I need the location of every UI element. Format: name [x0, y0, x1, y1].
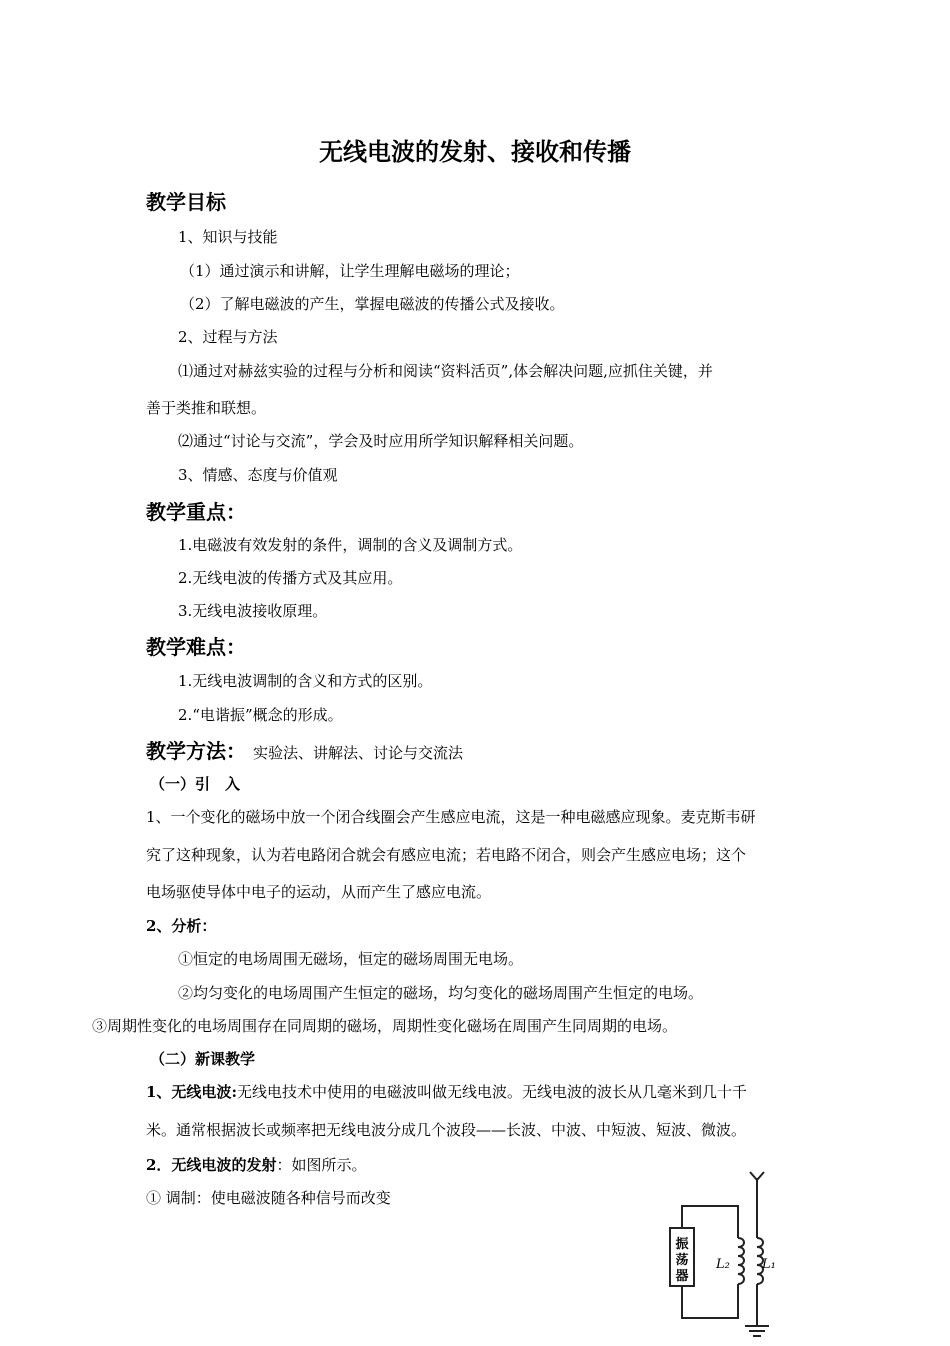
ground-icon [745, 1326, 769, 1336]
methods-heading: 教学方法： [146, 739, 246, 763]
antenna-icon [750, 1172, 764, 1198]
intro-heading: （一）引 入 [150, 775, 241, 793]
analysis-item-2: ②均匀变化的电场周围产生恒定的磁场，均匀变化的磁场周围产生恒定的电场。 [178, 984, 704, 1002]
methods-line [146, 735, 463, 764]
difficulties-heading: 教学难点： [146, 635, 246, 659]
emission-text: ：如图所示。 [276, 1156, 367, 1174]
coil-l2 [738, 1238, 744, 1284]
intro-paragraph-line-1: 1、一个变化的磁场中放一个闭合线圈会产生感应电流，这是一种电磁感应现象。麦克斯韦研 [146, 808, 756, 826]
intro-paragraph-line-3: 电场驱使导体中电子的运动，从而产生了感应电流。 [146, 883, 492, 901]
objective-knowledge-1: （1）通过演示和讲解，让学生理解电磁场的理论； [180, 262, 520, 280]
objective-process-1b: 善于类推和联想。 [146, 399, 267, 417]
oscillator-label-3: 器 [675, 1269, 689, 1284]
key-point-3: 3.无线电波接收原理。 [178, 602, 328, 620]
radio-wave-line-1 [146, 1081, 747, 1102]
l1-label: L₁ [762, 1257, 776, 1272]
objective-knowledge-2: （2）了解电磁波的产生，掌握电磁波的传播公式及接收。 [180, 295, 565, 313]
radio-wave-label: 1、无线电波: [146, 1083, 237, 1101]
key-point-1: 1.电磁波有效发射的条件，调制的含义及调制方式。 [178, 536, 523, 554]
key-points-heading: 教学重点： [146, 500, 246, 524]
new-lesson-heading: （二）新课教学 [150, 1050, 256, 1068]
intro-paragraph-line-2: 究了这种现象，认为若电路闭合就会有感应电流；若电路不闭合，则会产生感应电场；这个 [146, 846, 747, 864]
oscillator-label-1: 振 [675, 1237, 689, 1252]
radio-wave-text: 无线电技术中使用的电磁波叫做无线电波。无线电波的波长从几毫米到几十千 [236, 1083, 747, 1101]
difficulty-2: 2.“电谐振”概念的形成。 [178, 706, 343, 724]
objective-process-2: ⑵通过“讨论与交流”，学会及时应用所学知识解释相关问题。 [178, 432, 584, 450]
oscillator-label-2: 荡 [675, 1253, 689, 1268]
analysis-item-3: ③周期性变化的电场周围存在同周期的磁场，周期性变化磁场在周围产生同周期的电场。 [92, 1017, 678, 1035]
objective-emotion: 3、情感、态度与价值观 [178, 466, 338, 484]
objective-knowledge: 1、知识与技能 [178, 228, 278, 246]
objective-process: 2、过程与方法 [178, 328, 278, 346]
radio-wave-line-2: 米。通常根据波长或频率把无线电波分成几个波段——长波、中波、中短波、短波、微波。 [146, 1121, 747, 1139]
l2-label: L₂ [716, 1257, 730, 1272]
objective-process-1a: ⑴通过对赫兹实验的过程与分析和阅读“资料活页”,体会解决问题,应抓住关键，并 [178, 362, 713, 380]
analysis-item-1: ①恒定的电场周围无磁场，恒定的磁场周围无电场。 [178, 950, 524, 968]
objectives-heading: 教学目标 [146, 190, 226, 214]
emission-line [146, 1154, 366, 1175]
analysis-heading: 2、分析： [146, 917, 217, 935]
difficulty-1: 1.无线电波调制的含义和方式的区别。 [178, 672, 433, 690]
key-point-2: 2.无线电波的传播方式及其应用。 [178, 569, 403, 587]
page-title: 无线电波的发射、接收和传播 [319, 137, 631, 166]
emission-label: 2．无线电波的发射 [146, 1156, 277, 1174]
transmitter-circuit-figure [662, 1168, 782, 1340]
methods-text: 实验法、讲解法、讨论与交流法 [252, 744, 463, 762]
modulation-line: ① 调制：使电磁波随各种信号而改变 [146, 1189, 391, 1207]
